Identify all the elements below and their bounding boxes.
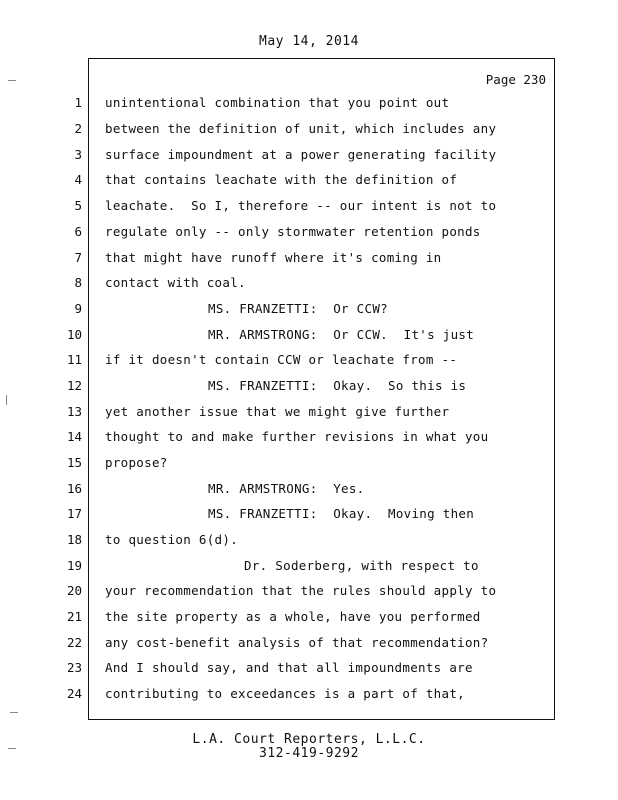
line-number: 7 <box>74 250 82 265</box>
line-number: 14 <box>66 429 82 444</box>
transcript-line: your recommendation that the rules should apply to <box>105 583 497 598</box>
line-number: 15 <box>66 455 82 470</box>
line-number: 4 <box>74 172 82 187</box>
transcript-line: surface impoundment at a power generating facility <box>105 147 497 162</box>
footer-company: L.A. Court Reporters, L.L.C. <box>192 732 426 747</box>
line-number: 10 <box>66 327 82 342</box>
line-number: 19 <box>66 558 82 573</box>
speaker-line: MR. ARMSTRONG: Or CCW. It's just <box>208 327 475 342</box>
line-number: 3 <box>74 147 82 162</box>
speaker-line: MR. ARMSTRONG: Yes. <box>208 481 365 496</box>
speaker-line: MS. FRANZETTI: Or CCW? <box>208 301 388 316</box>
scan-speck <box>6 395 11 405</box>
scan-speck <box>10 712 18 713</box>
line-number: 9 <box>74 301 82 316</box>
transcript-line: propose? <box>105 455 168 470</box>
line-number: 13 <box>66 404 82 419</box>
transcript-line: to question 6(d). <box>105 532 239 547</box>
transcript-line: any cost-benefit analysis of that recommendation? <box>105 635 489 650</box>
transcript-line: regulate only -- only stormwater retention ponds <box>105 224 481 239</box>
line-number: 11 <box>66 352 82 367</box>
speaker-line: MS. FRANZETTI: Okay. So this is <box>208 378 467 393</box>
transcript-line: yet another issue that we might give further <box>105 404 450 419</box>
transcript-line: the site property as a whole, have you performed <box>105 609 481 624</box>
line-number: 18 <box>66 532 82 547</box>
line-number: 1 <box>74 95 82 110</box>
transcript-line: leachate. So I, therefore -- our intent is not to <box>105 198 497 213</box>
transcript-line: contact with coal. <box>105 275 246 290</box>
line-number: 24 <box>66 686 82 701</box>
transcript-date: May 14, 2014 <box>259 34 359 49</box>
page-number-label: Page 230 <box>485 72 546 87</box>
line-number: 21 <box>66 609 82 624</box>
line-number: 6 <box>74 224 82 239</box>
speaker-line: MS. FRANZETTI: Okay. Moving then <box>208 506 475 521</box>
line-number: 2 <box>74 121 82 136</box>
transcript-line: between the definition of unit, which includes any <box>105 121 497 136</box>
transcript-line: if it doesn't contain CCW or leachate from -- <box>105 352 458 367</box>
transcript-line: And I should say, and that all impoundments are <box>105 660 473 675</box>
line-number: 12 <box>66 378 82 393</box>
line-number: 17 <box>66 506 82 521</box>
transcript-line: unintentional combination that you point out <box>105 95 450 110</box>
line-number: 22 <box>66 635 82 650</box>
line-number: 23 <box>66 660 82 675</box>
scan-speck <box>8 80 16 81</box>
line-number: 5 <box>74 198 82 213</box>
line-number: 8 <box>74 275 82 290</box>
transcript-line: thought to and make further revisions in what you <box>105 429 489 444</box>
footer-phone: 312-419-9292 <box>259 746 359 761</box>
transcript-line: that might have runoff where it's coming in <box>105 250 442 265</box>
line-number: 20 <box>66 583 82 598</box>
transcript-line: contributing to exceedances is a part of that, <box>105 686 465 701</box>
transcript-line: that contains leachate with the definition of <box>105 172 458 187</box>
transcript-line: Dr. Soderberg, with respect to <box>244 558 479 573</box>
line-number: 16 <box>66 481 82 496</box>
